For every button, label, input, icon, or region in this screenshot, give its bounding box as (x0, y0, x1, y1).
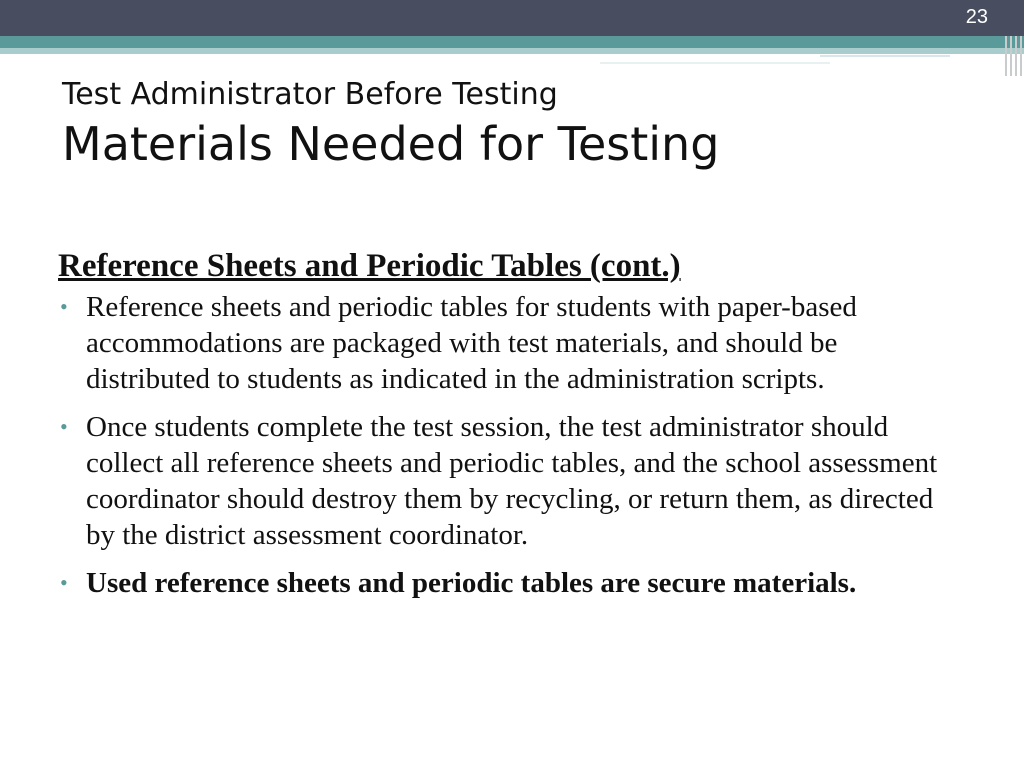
title-block (62, 74, 719, 174)
bullet-list (58, 289, 988, 601)
header-accent-line (600, 62, 830, 64)
bullet-icon: • (60, 570, 68, 595)
bullet-text: Reference sheets and periodic tables for students with paper-based accommodations are packaged with test materials, and should be distributed to students as indicated in the administration scripts. (86, 291, 857, 395)
header-banner-dark (0, 0, 1024, 36)
header-banner-teal (0, 36, 1024, 48)
bullet-item (58, 289, 956, 397)
header-accent-line (820, 55, 950, 57)
slide-subtitle: Test Administrator Before Testing (62, 77, 558, 112)
slide-title: Materials Needed for Testing (62, 117, 720, 171)
bullet-text: Once students complete the test session, the test administrator should collect all reference sheets and periodic tables, and the school assessment coordinator should destroy them by recycling, or return them, as directed by the district assessment coordinator. (86, 411, 938, 551)
slide-number: 23 (965, 6, 988, 28)
bullet-icon: • (60, 294, 68, 319)
bullet-text: Used reference sheets and periodic tables are secure materials. (86, 567, 857, 599)
bullet-item (58, 565, 956, 601)
bullet-icon: • (60, 414, 68, 439)
slide-content (58, 245, 988, 613)
bullet-item (58, 409, 956, 553)
header-banner-teal-light (0, 48, 1024, 54)
hatch-decoration (1005, 36, 1024, 76)
section-heading: Reference Sheets and Periodic Tables (cont.) (58, 248, 681, 284)
